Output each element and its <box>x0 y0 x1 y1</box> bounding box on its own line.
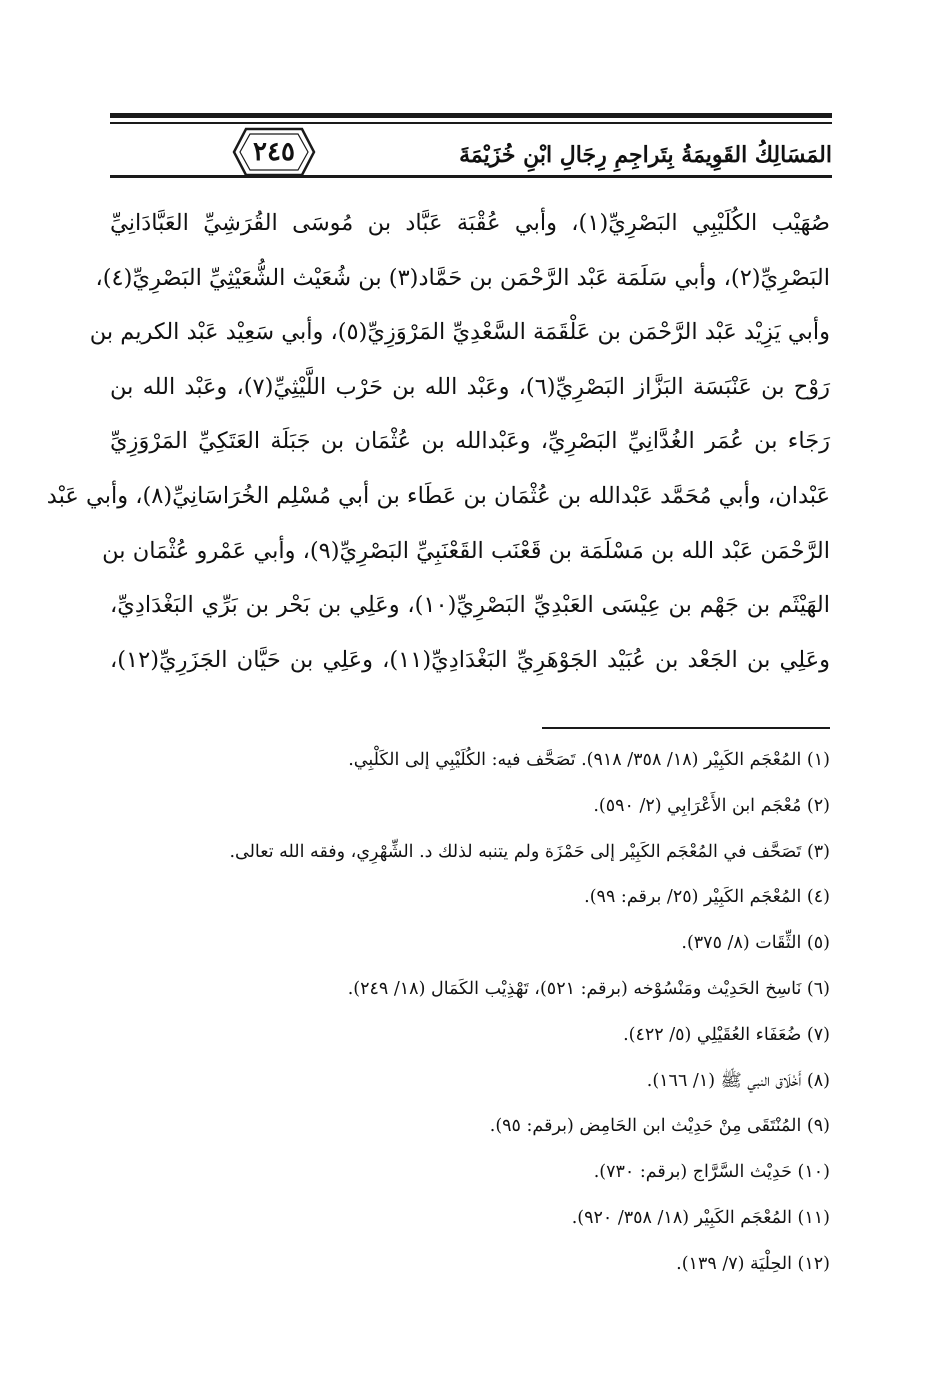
text-line: وعَلِي بن الجَعْد بن عُبَيْد الجَوْهَرِيِّ البَغْدَادِيِّ(١١)، وعَلِي بن حَيَّان الجَزَرِيِّ(١٢)، <box>110 646 830 673</box>
footnote-3: (٣) تَصَحَّف في المُعْجَم الكَبِيْر إلى حَمْزَة ولم يتنبه لذلك د. الشِّهْرِي، وفقه الله تعالى. <box>229 841 830 862</box>
footnote-7: (٧) ضُعَفَاء العُقَيْلِي (٥/ ٤٢٢). <box>623 1024 830 1045</box>
footnotes <box>110 745 830 1295</box>
footnote-separator <box>542 727 830 729</box>
text-line: الهَيْثَم بن جَهْم بن عِيْسَى العَبْدِيِّ البَصْرِيِّ(١٠)، وعَلِي بن بَحْر بن بَرِّي البَغْدَادِيِّ، <box>110 592 830 619</box>
footnote-1: (١) المُعْجَم الكَبِيْر (١٨/ ٣٥٨/ ٩١٨). تَصَحَّف فيه: الكُلَيْبِي إلى الكَلْبِي. <box>348 750 830 770</box>
header-rule-top <box>110 113 832 118</box>
footnote-5: (٥) الثِّقَات (٨/ ٣٧٥). <box>681 933 830 954</box>
text-line: عَبْدان، وأبي مُحَمَّد عَبْدالله بن عُثْمَان بن عَطَاء بن أبي مُسْلِم الخُرَاسَانِيِّ(٨)، وأبي عَبْد <box>46 482 830 509</box>
main-text <box>46 196 830 687</box>
header-rule-bottom <box>110 175 832 178</box>
text-line: صُهَيْب الكُلَيْبِي البَصْرِيِّ(١)، وأبي عُقْبَة عَبَّاد بن مُوسَى القُرَشِيِّ العَبَّادَانِيِّ <box>110 210 830 236</box>
footnote-4: (٤) المُعْجَم الكَبِيْر (٢٥/ برقم: ٩٩). <box>584 887 830 908</box>
running-title: المَسَالِكُ القَوِيمَةُ بِتَراجِمِ رِجَالِ ابْنِ خُزَيْمَةَ <box>459 142 832 168</box>
footnote-6: (٦) نَاسِخ الحَدِيْث ومَنْسُوْخه (برقم: ٥٢١)، تَهْذِيْب الكَمَال (١٨/ ٢٤٩). <box>347 978 830 999</box>
page-number-badge <box>232 126 316 178</box>
text-line: رَجَاء بن عُمَر الغُدَّانِيِّ البَصْرِيِّ، وعَبْدالله بن عُثْمَان بن جَبَلَة العَتَكِيِّ المَرْوَزِيِّ <box>110 428 830 455</box>
footnote-2: (٢) مُعْجَم ابن الأَعْرَابِي (٢/ ٥٩٠). <box>593 795 830 816</box>
footnote-10: (١٠) حَدِيْث السَّرَّاج (برقم: ٧٣٠). <box>593 1162 830 1183</box>
text-line: الرَّحْمَن عَبْد الله بن مَسْلَمَة بن قَعْنَب القَعْنَبِيِّ البَصْرِيِّ(٩)، وأبي عَمْرو عُثْمَان بن <box>102 537 830 564</box>
text-line: وأبي يَزِيْد عَبْد الرَّحْمَن بن عَلْقَمَة السَّعْدِيِّ المَرْوَزِيِّ(٥)، وأبي سَعِيْد عَبْد الكريم بن <box>89 319 830 346</box>
text-line: رَوْح بن عَنْبَسَة البَزَّاز البَصْرِيِّ(٦)، وعَبْد الله بن حَرْب اللَّيْثِيِّ(٧)، وعَبْد الله بن <box>110 373 830 400</box>
footnote-9: (٩) المُنْتَقَى مِنْ حَدِيْث ابن الحَامِض (برقم: ٩٥). <box>489 1116 830 1137</box>
footnote-8: (٨) أَخْلَاق النبي ﷺ (١/ ١٦٦). <box>646 1070 830 1091</box>
header-rule-thin <box>110 122 832 124</box>
footnote-12: (١٢) الحِلْيَة (٧/ ١٣٩). <box>676 1253 830 1274</box>
page-number: ٢٤٥ <box>253 137 295 167</box>
text-line: البَصْرِيِّ(٢)، وأبي سَلَمَة عَبْد الرَّحْمَن بن حَمَّاد(٣) بن شُعَيْث الشُّعَيْثِيِّ البَصْرِيِّ(٤)، <box>95 264 830 291</box>
footnote-11: (١١) المُعْجَم الكَبِيْر (١٨/ ٣٥٨/ ٩٢٠). <box>571 1207 830 1228</box>
